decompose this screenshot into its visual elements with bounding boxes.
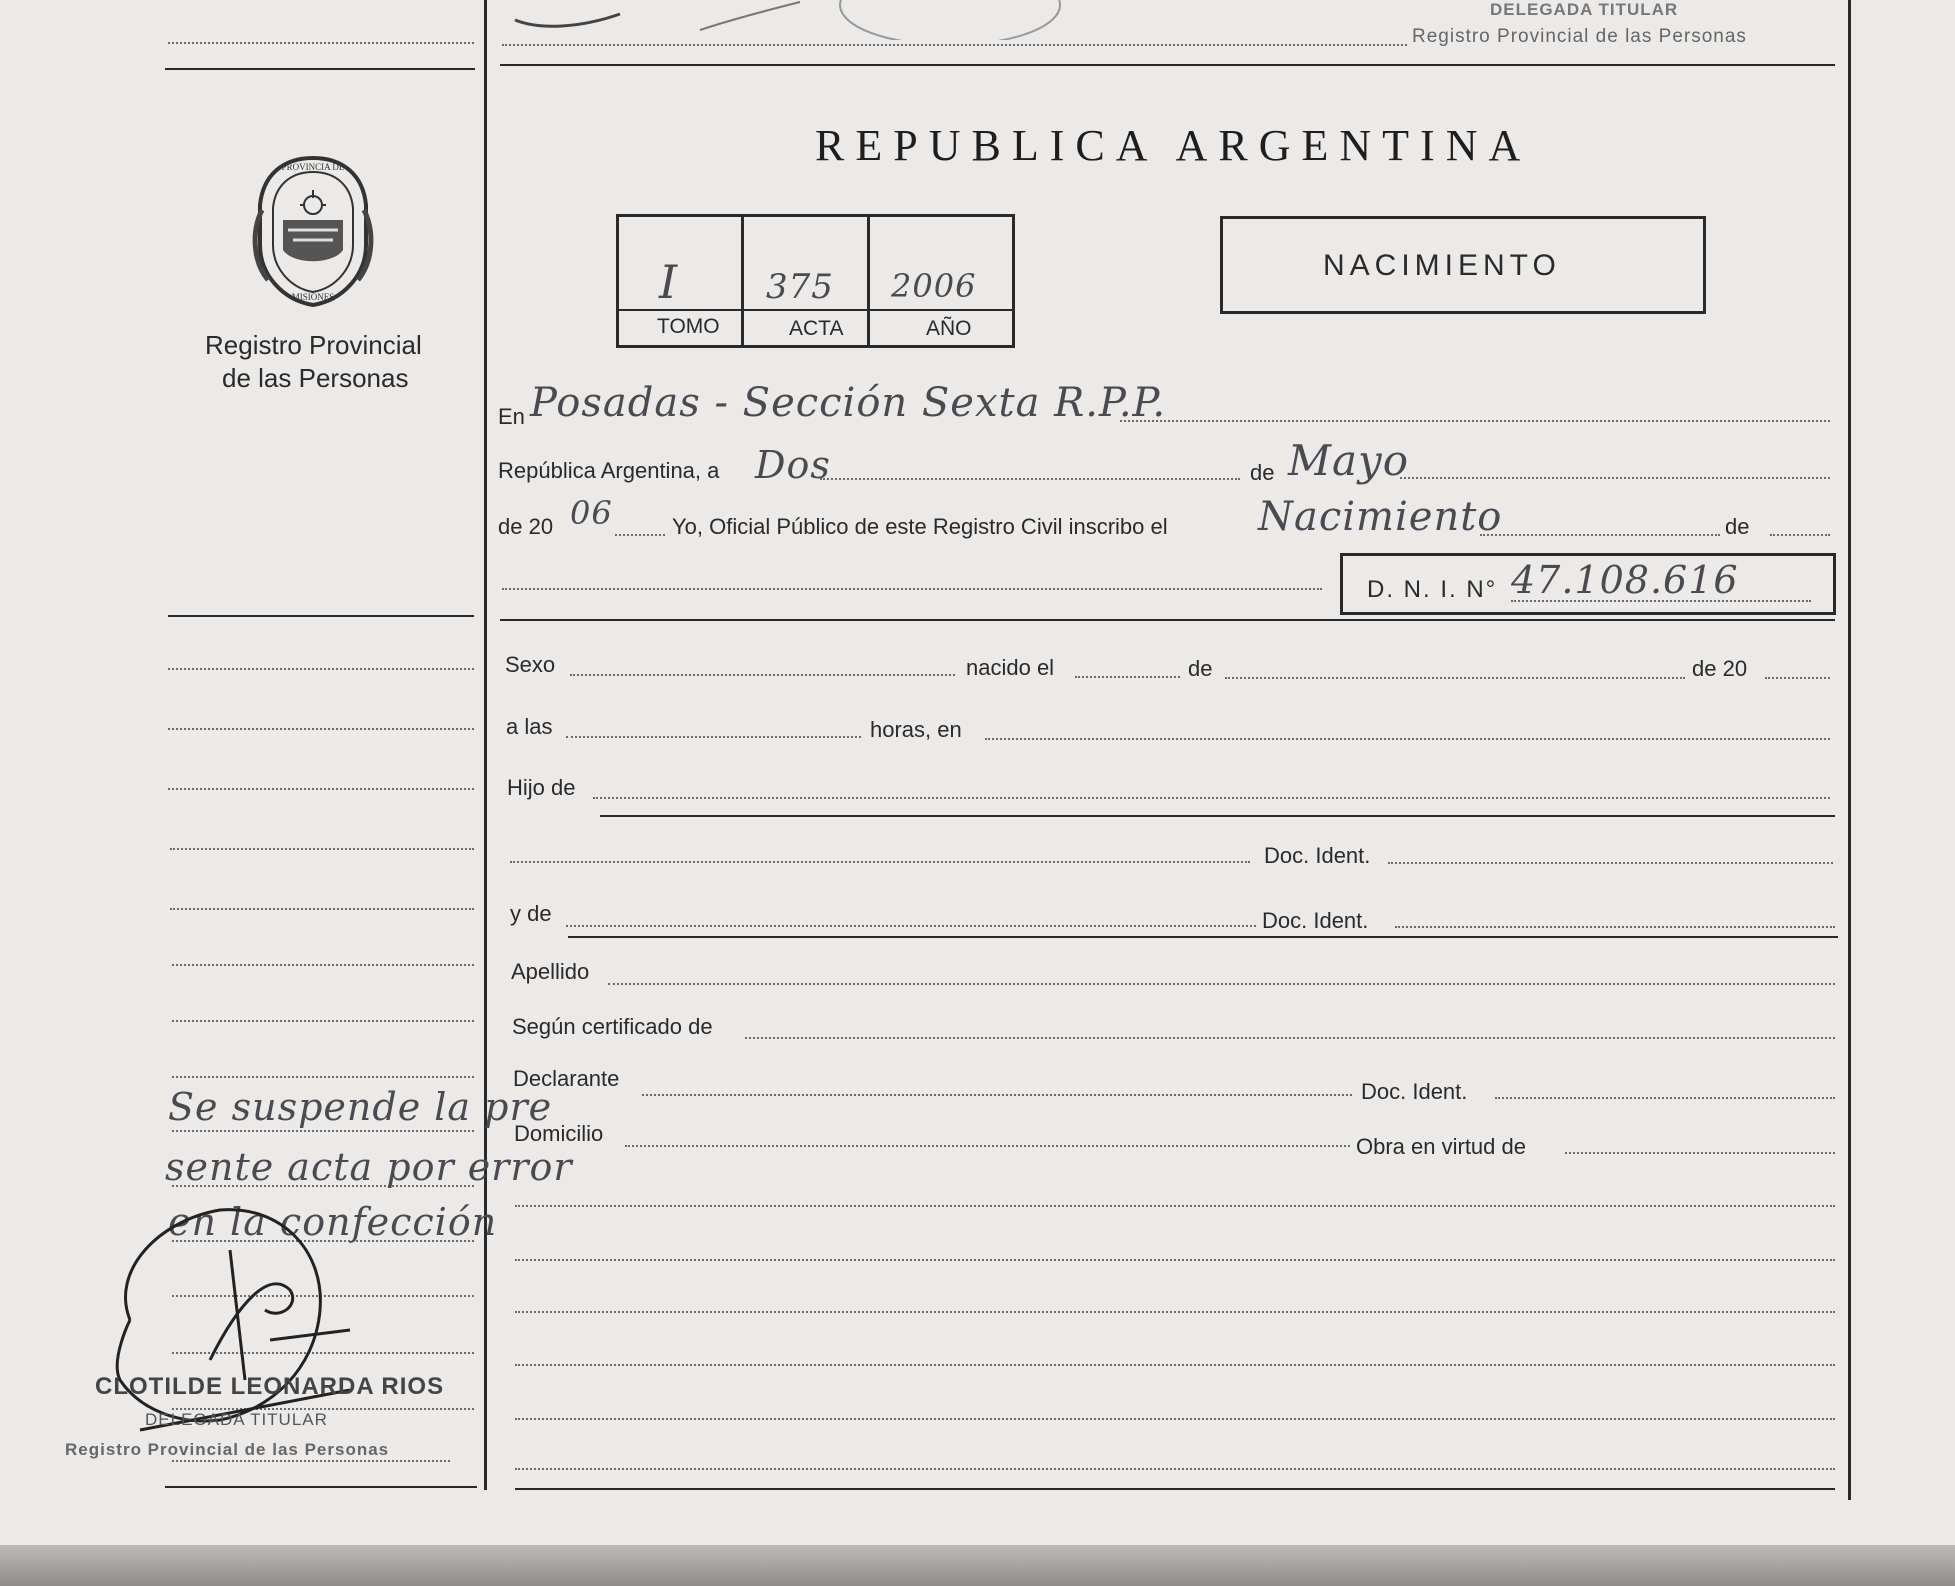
dotted-line xyxy=(566,925,1256,927)
en-label: En xyxy=(498,404,525,429)
record-type-label: NACIMIENTO xyxy=(1323,249,1561,282)
margin-note-line2: sente acta por error xyxy=(165,1145,573,1189)
signature-drawing xyxy=(100,1180,400,1480)
doc-ident-label-1: Doc. Ident. xyxy=(1264,843,1371,868)
tomo-label: TOMO xyxy=(657,315,720,338)
rule xyxy=(168,615,474,617)
dotted-line xyxy=(608,983,1835,985)
de-end-label: de xyxy=(1725,514,1750,539)
hijo-label: Hijo de xyxy=(507,775,576,800)
dotted-line xyxy=(1565,1152,1835,1154)
dotted-line xyxy=(515,1259,1835,1261)
dotted-line xyxy=(510,861,1250,863)
dotted-line xyxy=(1395,926,1835,928)
dotted-line xyxy=(820,478,1240,480)
dotted-line xyxy=(1495,1097,1835,1099)
dotted-line xyxy=(615,534,665,536)
de20-label: de 20 xyxy=(498,514,554,539)
dotted-line xyxy=(170,848,474,850)
stamp-office: Registro Provincial de las Personas xyxy=(65,1440,390,1459)
dni-label: D. N. I. N° xyxy=(1367,576,1498,603)
anio-value: 2006 xyxy=(891,267,977,305)
nacido-label: nacido el xyxy=(966,655,1055,680)
de-label: de xyxy=(1250,460,1275,485)
dotted-line xyxy=(593,797,1830,799)
en-value: Posadas - Sección Sexta R.P.P. xyxy=(530,380,1167,426)
tomo-value: I xyxy=(659,255,679,309)
dotted-line xyxy=(515,1468,1835,1470)
dotted-line xyxy=(168,42,474,44)
top-signature-scribble xyxy=(500,0,1100,40)
dotted-line xyxy=(502,44,1407,46)
obra-label: Obra en virtud de xyxy=(1356,1134,1526,1159)
domicilio-label: Domicilio xyxy=(514,1121,604,1146)
dotted-line xyxy=(172,1130,474,1132)
misiones-crest-icon xyxy=(248,150,378,310)
rule xyxy=(500,619,1835,621)
yde-label: y de xyxy=(510,901,552,926)
page-edge-shadow xyxy=(0,1545,1955,1586)
dni-box xyxy=(1340,553,1836,615)
dotted-line xyxy=(502,588,1322,590)
top-stamp-role: DELEGADA TITULAR xyxy=(1490,0,1679,19)
dotted-line xyxy=(515,1418,1835,1420)
dia-value: Dos xyxy=(755,443,831,487)
segun-label: Según certificado de xyxy=(512,1014,713,1039)
stamp-role: DELEGADA TITULAR xyxy=(145,1410,328,1429)
rule xyxy=(165,1486,477,1488)
column-divider xyxy=(484,0,487,1490)
sexo-label: Sexo xyxy=(505,652,556,677)
acta-value: 375 xyxy=(766,267,834,307)
dni-value: 47.108.616 xyxy=(1511,558,1739,602)
dotted-line xyxy=(1511,600,1811,602)
dotted-line xyxy=(642,1094,1352,1096)
alas-label: a las xyxy=(506,714,553,739)
horas-label: horas, en xyxy=(870,717,962,742)
right-border xyxy=(1848,0,1851,1500)
dotted-line xyxy=(1120,420,1830,422)
anio-label: AÑO xyxy=(926,317,972,340)
declarante-label: Declarante xyxy=(513,1066,620,1091)
dotted-line xyxy=(168,668,474,670)
dotted-line xyxy=(1765,677,1830,679)
dotted-line xyxy=(625,1145,1350,1147)
country-title: REPUBLICA ARGENTINA xyxy=(815,121,1532,170)
dotted-line xyxy=(1400,477,1830,479)
mes-value: Mayo xyxy=(1288,436,1410,485)
rule xyxy=(568,936,1838,938)
top-stamp-office: Registro Provincial de las Personas xyxy=(1412,26,1747,47)
dotted-line xyxy=(515,1311,1835,1313)
dotted-line xyxy=(566,736,861,738)
registry-name-line2: de las Personas xyxy=(222,363,409,393)
margin-note-line3: en la confección xyxy=(168,1200,498,1244)
dotted-line xyxy=(168,728,474,730)
dotted-line xyxy=(172,964,474,966)
rule xyxy=(500,64,1835,66)
oficial-statement: Yo, Oficial Público de este Registro Civil inscribo el xyxy=(672,514,1168,539)
doc-ident-label-2: Doc. Ident. xyxy=(1262,908,1369,933)
record-box xyxy=(616,214,1015,348)
acta-label: ACTA xyxy=(789,317,844,340)
de20-label-2: de 20 xyxy=(1692,656,1748,681)
dotted-line xyxy=(745,1037,1835,1039)
dotted-line xyxy=(172,1020,474,1022)
margin-note-line1: Se suspende la pre xyxy=(168,1085,553,1129)
record-box-divider xyxy=(619,309,1012,311)
inscribo-value: Nacimiento xyxy=(1258,494,1503,540)
dotted-line xyxy=(985,738,1830,740)
dotted-line xyxy=(570,674,955,676)
registry-name-line1: Registro Provincial xyxy=(205,330,422,360)
dotted-line xyxy=(1480,534,1720,536)
dotted-line xyxy=(515,1205,1835,1207)
record-type-box xyxy=(1220,216,1706,314)
dotted-line xyxy=(1770,534,1830,536)
dotted-line xyxy=(168,788,474,790)
dotted-line xyxy=(515,1364,1835,1366)
dotted-line xyxy=(172,1076,474,1078)
crest-bottom-text: MISIONES xyxy=(291,292,335,302)
dotted-line xyxy=(1225,677,1685,679)
apellido-label: Apellido xyxy=(511,959,590,984)
rule xyxy=(165,68,475,70)
dotted-line xyxy=(170,908,474,910)
dotted-line xyxy=(1075,676,1180,678)
de-label-2: de xyxy=(1188,656,1213,681)
rule xyxy=(600,815,1835,817)
stamp-name: CLOTILDE LEONARDA RIOS xyxy=(95,1373,445,1400)
rule xyxy=(515,1488,1835,1490)
republica-label: República Argentina, a xyxy=(498,458,720,483)
dotted-line xyxy=(1388,862,1833,864)
anio-written-value: 06 xyxy=(570,494,613,532)
crest-top-text: PROVINCIA DE xyxy=(281,162,345,172)
doc-ident-label-3: Doc. Ident. xyxy=(1361,1079,1468,1104)
